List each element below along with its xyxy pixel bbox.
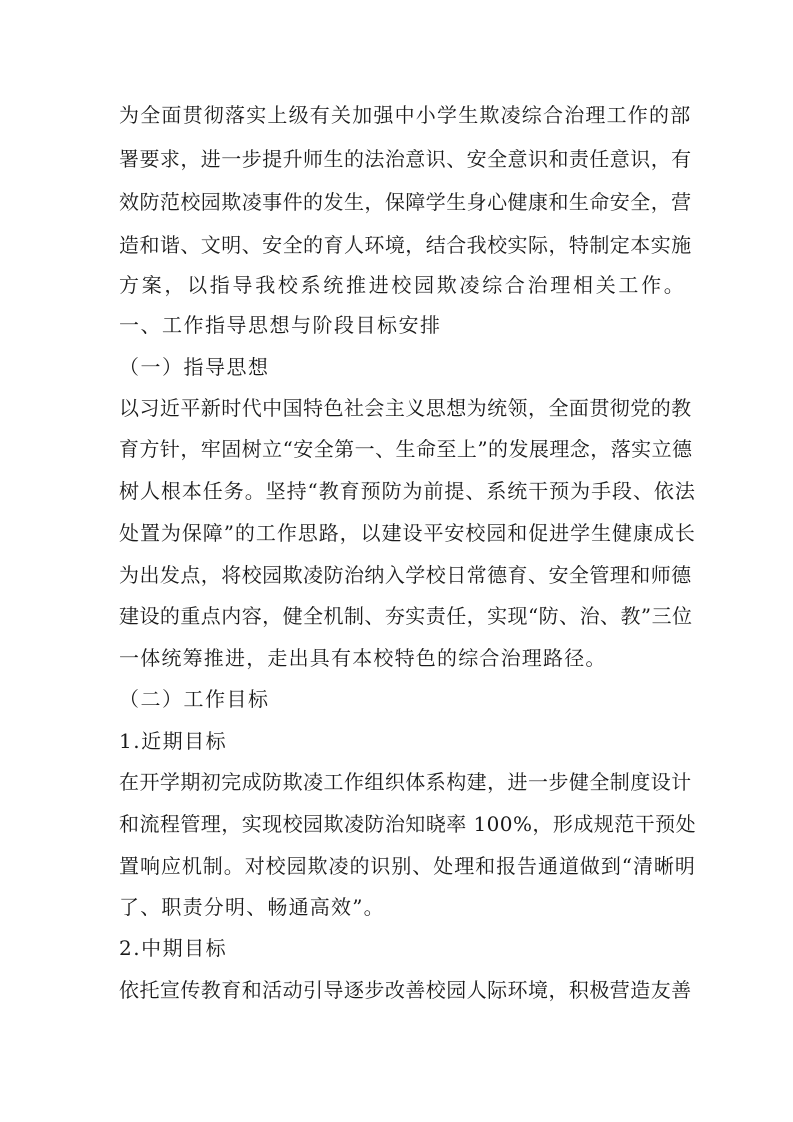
paragraph-line: 依托宣传教育和活动引导逐步改善校园人际环境，积极营造友善 xyxy=(119,978,692,1002)
paragraph-line: 为出发点，将校园欺凌防治纳入学校日常德育、安全管理和师德 xyxy=(119,563,692,587)
paragraph-line: 和流程管理，实现校园欺凌防治知晓率 100%，形成规范干预处 xyxy=(119,812,697,836)
intro-line: 方案，以指导我校系统推进校园欺凌综合治理相关工作。 xyxy=(119,273,687,297)
section-heading: 一、工作指导思想与阶段目标安排 xyxy=(119,313,442,337)
goal-heading: 1.近期目标 xyxy=(119,729,228,753)
paragraph-line: 建设的重点内容，健全机制、夯实责任，实现“防、治、教”三位 xyxy=(119,604,693,628)
intro-line: 效防范校园欺凌事件的发生，保障学生身心健康和生命安全，营 xyxy=(119,190,692,214)
paragraph-line: 树人根本任务。坚持“教育预防为前提、系统干预为手段、依法 xyxy=(119,479,696,503)
goal-heading: 2.中期目标 xyxy=(119,936,228,960)
paragraph-line: 置响应机制。对校园欺凌的识别、处理和报告通道做到“清晰明 xyxy=(119,854,696,878)
intro-line: 署要求，进一步提升师生的法治意识、安全意识和责任意识，有 xyxy=(119,147,692,171)
paragraph-line: 了、职责分明、畅通高效”。 xyxy=(119,895,385,919)
paragraph-line: 处置为保障”的工作思路，以建设平安校园和促进学生健康成长 xyxy=(119,521,696,545)
paragraph-line: 一体统筹推进，走出具有本校特色的综合治理路径。 xyxy=(119,646,607,670)
subsection-heading: （一）指导思想 xyxy=(119,355,270,379)
subsection-heading: （二）工作目标 xyxy=(119,687,270,711)
intro-line: 为全面贯彻落实上级有关加强中小学生欺凌综合治理工作的部 xyxy=(119,103,692,127)
paragraph-line: 育方针，牢固树立“安全第一、生命至上”的发展理念，落实立德 xyxy=(119,437,693,461)
paragraph-line: 以习近平新时代中国特色社会主义思想为统领，全面贯彻党的教 xyxy=(119,396,692,420)
intro-line: 造和谐、文明、安全的育人环境，结合我校实际，特制定本实施 xyxy=(119,233,692,257)
paragraph-line: 在开学期初完成防欺凌工作组织体系构建，进一步健全制度设计 xyxy=(119,770,692,794)
